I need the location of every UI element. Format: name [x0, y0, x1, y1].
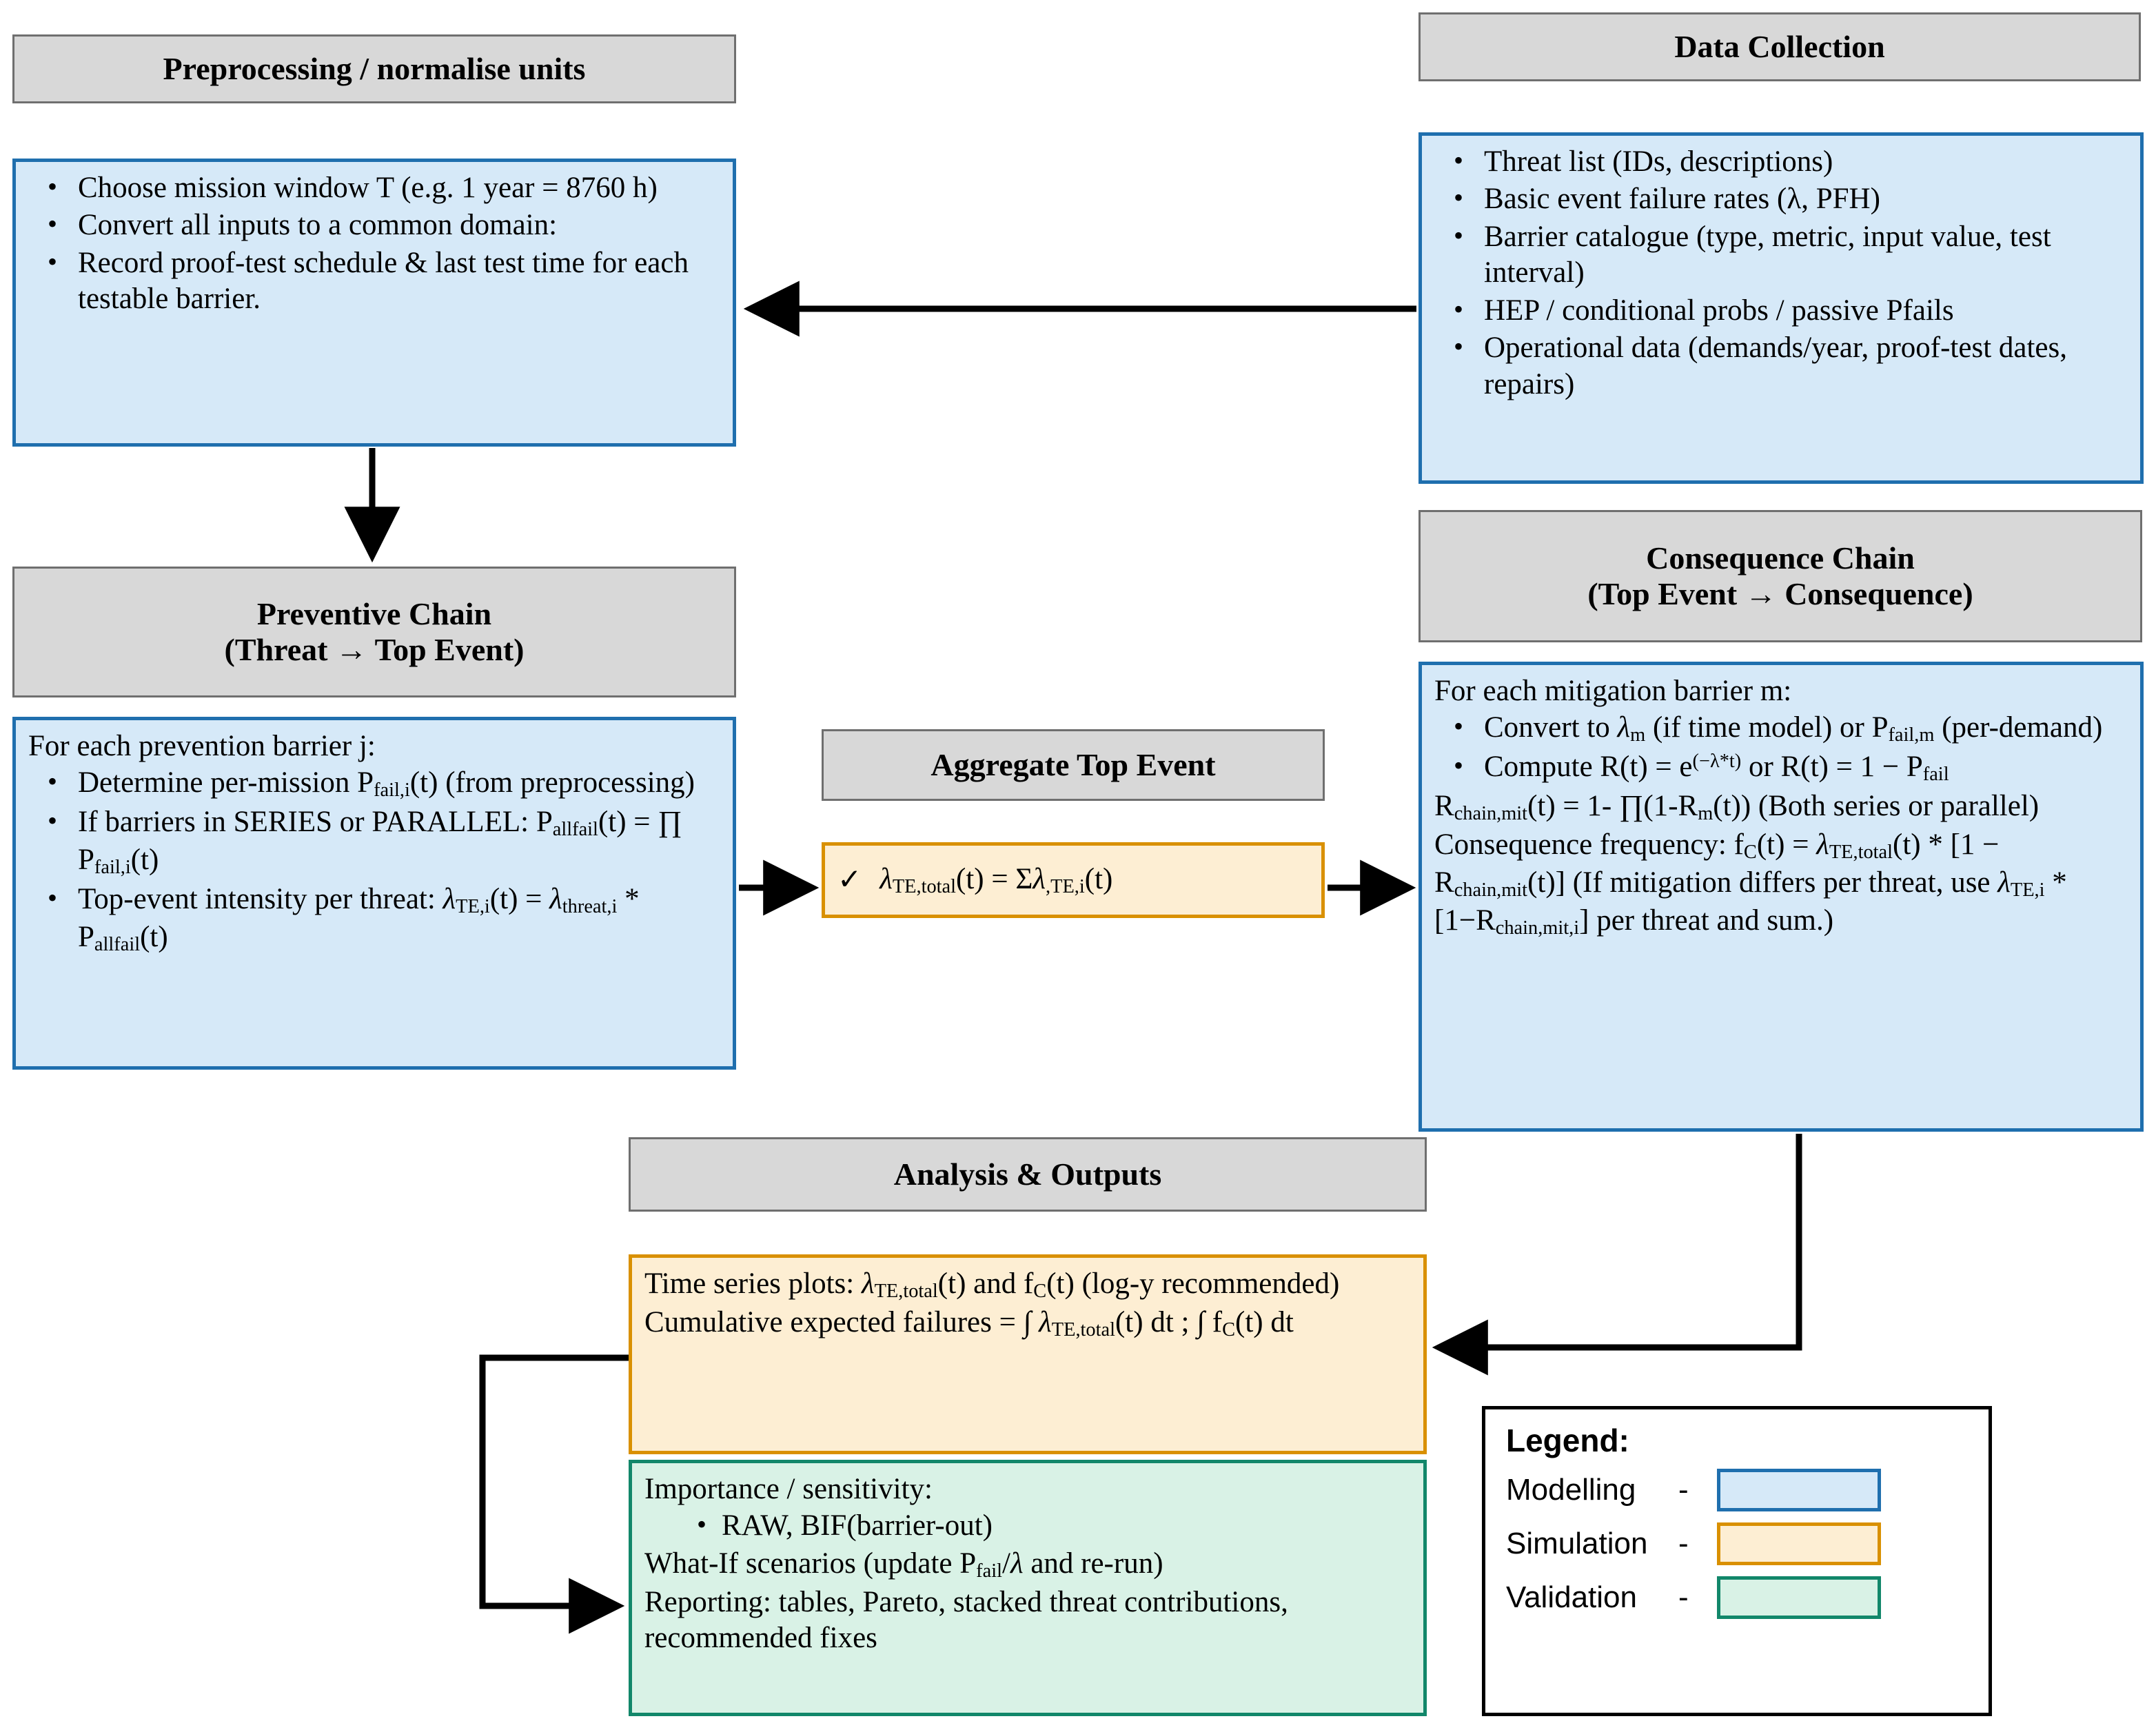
analysis-outputs-header-label: Analysis & Outputs	[893, 1157, 1162, 1192]
analysis-sim-line-1: Time series plots: $\lambda_{TE,total}(t)$ and $f_C(t)$ (log-y recommended)	[644, 1267, 1340, 1303]
list-item: • Compute $R(t) = e^{(-\lambda*t)}$ or $R(t) = 1 - P_{fail}$	[1484, 749, 2128, 787]
legend-swatch-simulation	[1717, 1522, 1881, 1565]
preprocessing-header	[12, 34, 736, 103]
preventive-chain-intro: For each prevention barrier j:	[28, 730, 376, 762]
aggregate-formula: $\lambda_{TE,total}(t) = \Sigma\lambda_{,TE,i}(t)$	[879, 862, 1113, 897]
consequence-chain-header	[1418, 510, 2142, 642]
consequence-chain-intro: For each mitigation barrier m:	[1434, 675, 1792, 707]
legend	[1482, 1406, 1992, 1716]
consequence-chain-header-line1: Consequence Chain	[1646, 540, 1915, 576]
list-item: • Convert all inputs to a common domain:	[78, 207, 720, 243]
aggregate-top-event-body	[822, 842, 1325, 918]
list-item: • Choose mission window T (e.g. 1 year = 8760 h)	[78, 170, 720, 206]
list-item: • Top-event intensity per threat: $\lambda_{TE,i}(t) = \lambda_{threat,i} * P_{allfail}(t)$	[78, 882, 720, 957]
check-icon: ✓	[837, 864, 862, 896]
analysis-val-line-1: What-If scenarios (update $P_{fail}/\lambda$ and re-run)	[644, 1547, 1163, 1582]
list-item: • Determine per-mission $P_{fail,i}(t)$ (from preprocessing)	[78, 765, 720, 803]
list-item: • Operational data (demands/year, proof-test dates, repairs)	[1484, 330, 2128, 403]
analysis-val-sublist	[644, 1508, 1411, 1544]
legend-swatch-validation	[1717, 1576, 1881, 1619]
preventive-chain-header-line1: Preventive Chain	[256, 596, 492, 632]
legend-dash-modelling: -	[1678, 1473, 1689, 1507]
data-collection-header-label: Data Collection	[1674, 29, 1885, 65]
list-item: • HEP / conditional probs / passive Pfails	[1484, 293, 2128, 329]
data-collection-body	[1418, 132, 2144, 484]
analysis-val-intro: Importance / sensitivity:	[644, 1473, 933, 1505]
consequence-chain-line-1: $R_{chain,mit}(t) = 1-$ $\prod(1-R_m(t))$ (Both series or parallel)	[1434, 790, 2040, 825]
data-collection-list	[1434, 144, 2128, 403]
legend-row-validation	[1506, 1576, 1973, 1619]
consequence-chain-header-line2: (Top Event → Consequence)	[1587, 576, 1973, 611]
legend-label-modelling: Modelling	[1506, 1473, 1636, 1507]
analysis-sim-line-2: Cumulative expected failures = ∫ $\lambda_{TE,total}(t)$ dt ; ∫ $f_C(t)$ dt	[644, 1305, 1294, 1341]
preprocessing-header-label: Preprocessing / normalise units	[163, 51, 586, 87]
arrow-consequence-to-analysis	[1443, 1134, 1799, 1347]
aggregate-top-event-header-label: Aggregate Top Event	[930, 747, 1216, 783]
analysis-val-line-2: Reporting: tables, Pareto, stacked threat contributions, recommended fixes	[644, 1585, 1288, 1655]
list-item: • Threat list (IDs, descriptions)	[1484, 144, 2128, 180]
arrow-analysis-feedback-loop	[482, 1358, 629, 1606]
analysis-outputs-sim-body	[629, 1254, 1427, 1454]
preventive-chain-list	[28, 765, 720, 957]
list-item: • Convert to $\lambda_m$ (if time model) or $P_{fail,m}$ (per-demand)	[1484, 710, 2128, 748]
legend-row-modelling	[1506, 1469, 1973, 1511]
aggregate-top-event-header	[822, 729, 1325, 801]
legend-label-simulation: Simulation	[1506, 1527, 1648, 1560]
legend-row-simulation	[1506, 1522, 1973, 1565]
list-item: • Barrier catalogue (type, metric, input value, test interval)	[1484, 219, 2128, 292]
analysis-outputs-val-body	[629, 1460, 1427, 1716]
legend-dash-simulation: -	[1678, 1527, 1689, 1560]
preventive-chain-body	[12, 717, 736, 1070]
data-collection-header	[1418, 12, 2141, 81]
legend-dash-validation: -	[1678, 1580, 1689, 1614]
consequence-chain-list	[1434, 710, 2128, 787]
preventive-chain-header	[12, 567, 736, 697]
list-item: • RAW, BIF(barrier-out)	[722, 1508, 1411, 1544]
preprocessing-body	[12, 159, 736, 447]
legend-swatch-modelling	[1717, 1469, 1881, 1511]
preventive-chain-header-line2: (Threat → Top Event)	[224, 632, 525, 667]
aggregate-formula-row	[837, 862, 1112, 899]
legend-label-validation: Validation	[1506, 1580, 1637, 1614]
list-item: • Record proof-test schedule & last test time for each testable barrier.	[78, 245, 720, 318]
analysis-outputs-header	[629, 1137, 1427, 1212]
preprocessing-list	[28, 170, 720, 318]
list-item: • If barriers in SERIES or PARALLEL: $P_{allfail}(t)$ = ∏ $P_{fail,i}(t)$	[78, 804, 720, 880]
list-item: • Basic event failure rates (λ, PFH)	[1484, 181, 2128, 217]
legend-title: Legend:	[1506, 1423, 1629, 1458]
consequence-chain-line-2: Consequence frequency: $f_C(t) = \lambda_{TE,total}(t) * [1 - R_{chain,mit}(t)]$ (If mitigation differs per threat, use $\lambda_{TE,i} * [1-R_{chain,mit,i}]$ per threat and sum.)	[1434, 828, 2067, 939]
consequence-chain-body	[1418, 662, 2144, 1132]
